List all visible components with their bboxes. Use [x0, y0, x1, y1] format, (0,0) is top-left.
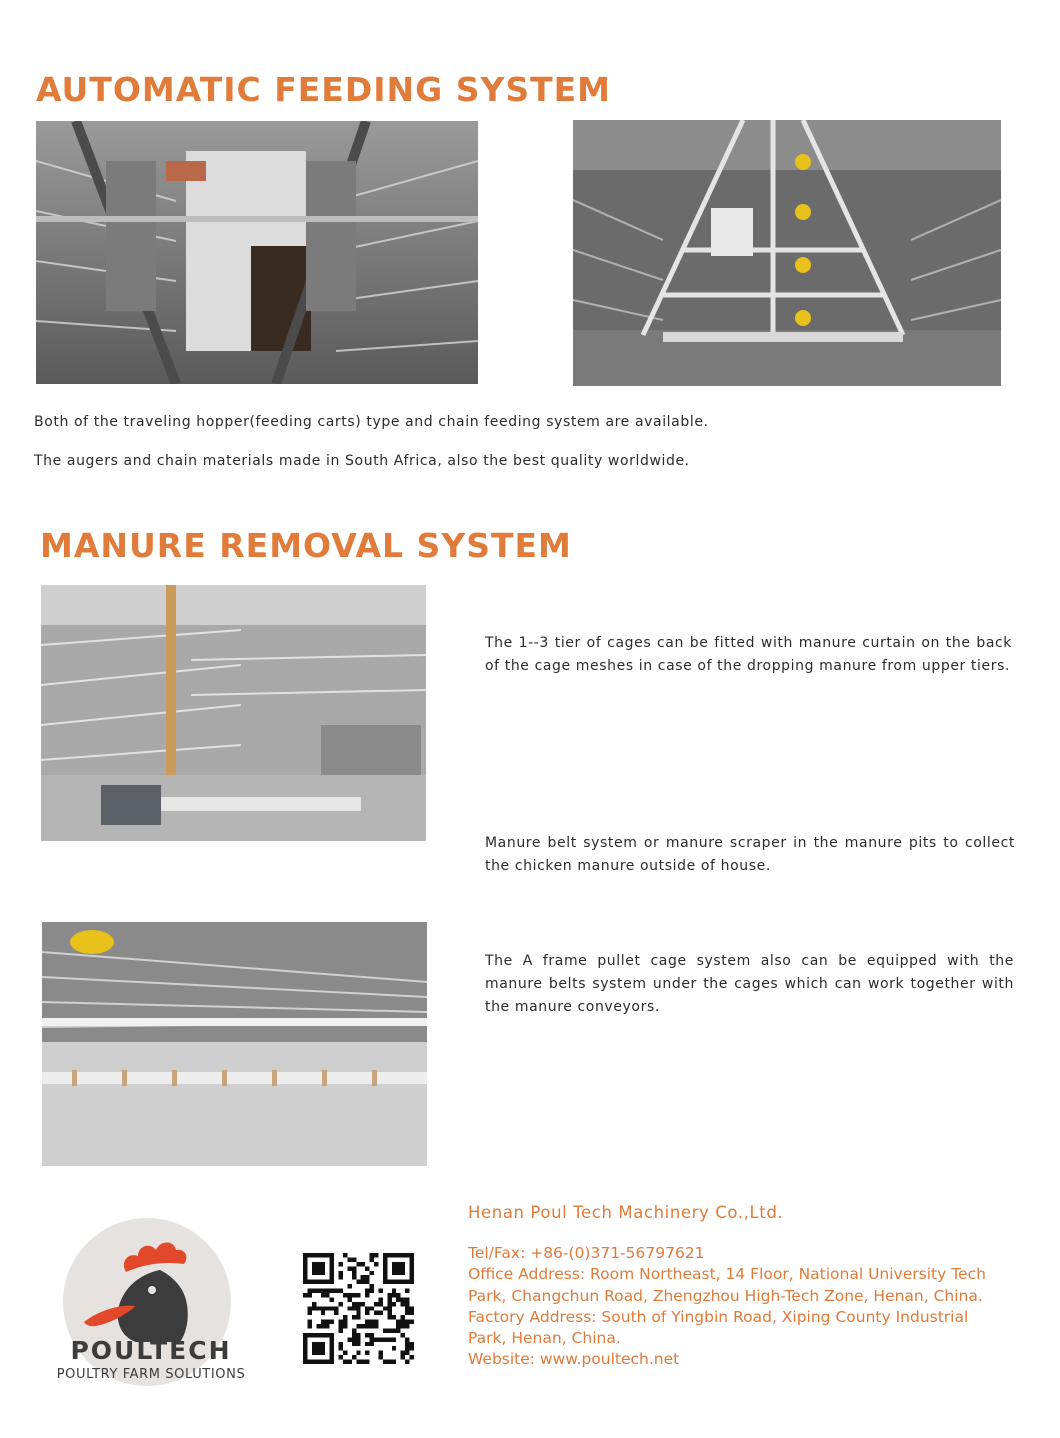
chain-feeding-photo — [573, 120, 1001, 386]
logo-brand: POULTECH — [70, 1336, 232, 1365]
contact-tel: Tel/Fax: +86-(0)371-56797621 — [468, 1244, 705, 1262]
contact-office-address-2: Park, Changchun Road, Zhengzhou High-Tech Zone, Henan, China. — [468, 1286, 983, 1305]
logo-tagline: POULTRY FARM SOLUTIONS — [56, 1367, 246, 1382]
manure-text-1: The 1--3 tier of cages can be fitted with manure curtain on the back of the cage meshes in case of the dropping manure from upper tiers. — [485, 635, 1012, 674]
company-logo — [40, 1218, 260, 1390]
manure-curtain-photo — [41, 585, 426, 841]
feeding-section-title: AUTOMATIC FEEDING SYSTEM — [36, 70, 612, 109]
manure-belt-photo — [42, 922, 427, 1166]
feeding-paragraph-2: The augers and chain materials made in South Africa, also the best quality worldwide. — [34, 453, 690, 469]
manure-section-title: MANURE REMOVAL SYSTEM — [40, 526, 572, 565]
qr-code-icon — [303, 1253, 414, 1364]
manure-text-3: The A frame pullet cage system also can be equipped with the manure belts system under the cages which can work together with the manure conveyors. — [485, 953, 1014, 1015]
feeding-paragraph-1: Both of the traveling hopper(feeding carts) type and chain feeding system are available. — [34, 414, 709, 430]
manure-text-2: Manure belt system or manure scraper in the manure pits to collect the chicken manure outside of house. — [485, 835, 1015, 874]
contact-office-address-1: Office Address: Room Northeast, 14 Floor, National University Tech — [468, 1265, 986, 1284]
contact-factory-address-1: Factory Address: South of Yingbin Road, Xiping County Industrial — [468, 1307, 969, 1326]
company-name: Henan Poul Tech Machinery Co.,Ltd. — [468, 1203, 784, 1222]
contact-block — [468, 1203, 986, 1371]
feeding-hopper-photo — [36, 121, 478, 384]
contact-factory-address-2: Park, Henan, China. — [468, 1329, 621, 1348]
contact-website: Website: www.poultech.net — [468, 1350, 680, 1369]
